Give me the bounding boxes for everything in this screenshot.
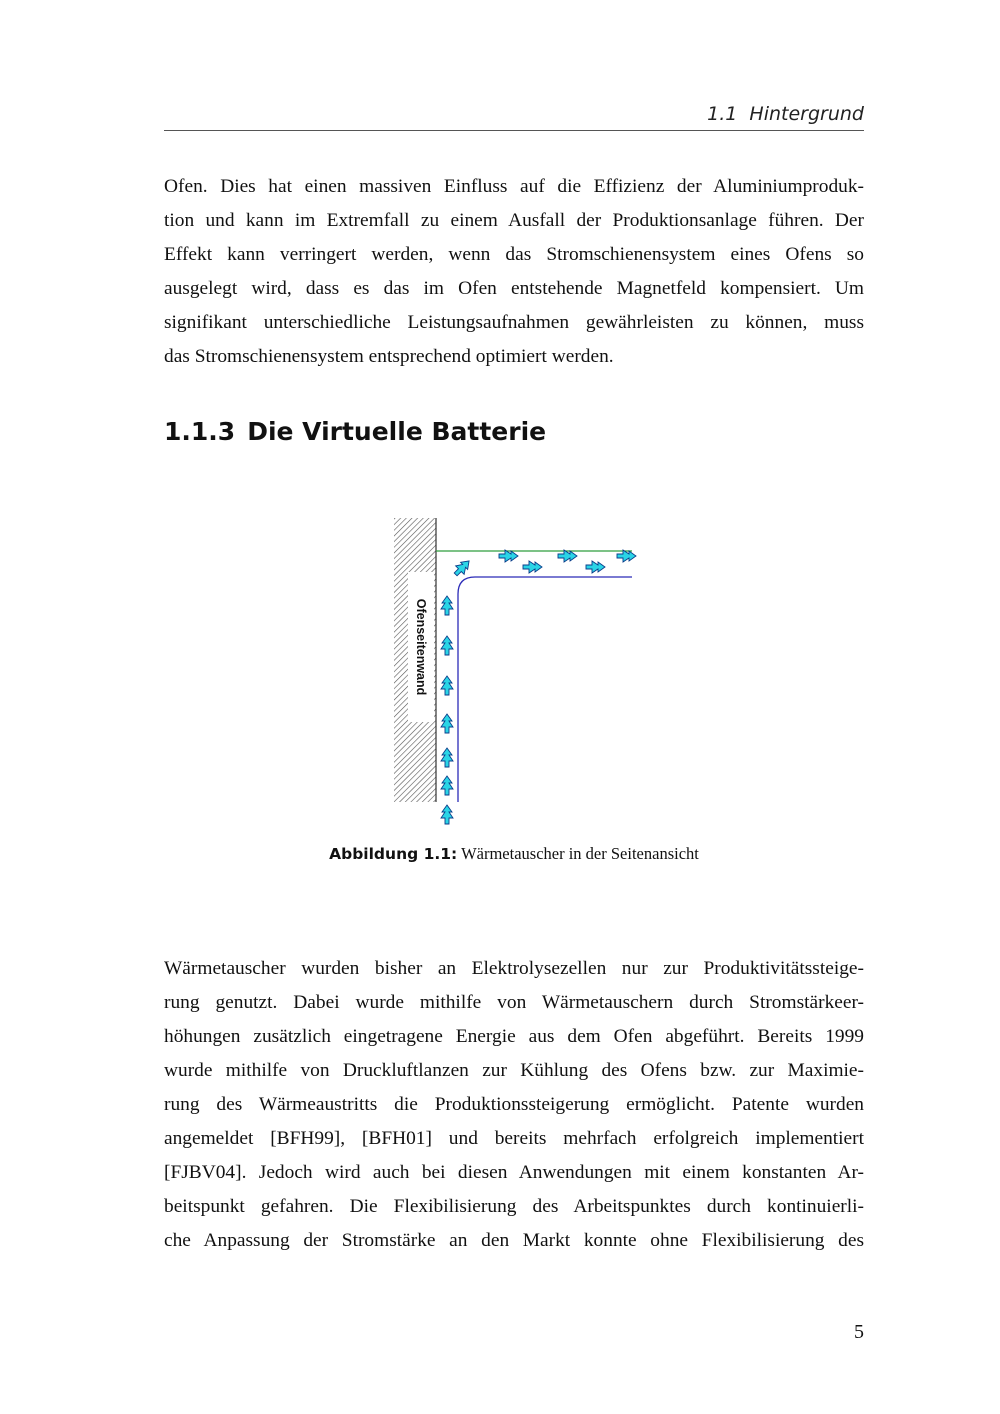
paragraph-line: beitspunkt gefahren. Die Flexibilisierung des Arbeitspunktes durch kontinuierli- xyxy=(164,1196,864,1217)
flow-arrow-up xyxy=(441,596,453,615)
paragraph-line: rung des Wärmeaustritts die Produktionssteigerung ermöglicht. Patente wurden xyxy=(164,1094,864,1115)
header-section-title: Hintergrund xyxy=(749,103,864,125)
paragraph-line: tion und kann im Extremfall zu einem Ausfall der Produktionsanlage führen. Der xyxy=(164,210,864,231)
flow-arrow-up xyxy=(441,676,453,695)
paragraph-line: höhungen zusätzlich eingetragene Energie aus dem Ofen abgeführt. Bereits 1999 xyxy=(164,1026,864,1047)
paragraph-line: Wärmetauscher wurden bisher an Elektrolysezellen nur zur Produktivitätssteige- xyxy=(164,958,864,979)
paragraph-line: angemeldet [BFH99], [BFH01] und bereits mehrfach erfolgreich implementiert xyxy=(164,1128,864,1149)
paragraph-line: rung genutzt. Dabei wurde mithilfe von Wärmetauschern durch Stromstärkeer- xyxy=(164,992,864,1013)
paragraph-2 xyxy=(164,952,864,1258)
paragraph-line: signifikant unterschiedliche Leistungsaufnahmen gewährleisten zu können, muss xyxy=(164,312,864,333)
flow-arrow-up xyxy=(441,776,453,795)
paragraph-line: wurde mithilfe von Druckluftlanzen zur Kühlung des Ofens bzw. zur Maximie- xyxy=(164,1060,864,1081)
paragraph-line: ausgelegt wird, dass es das im Ofen entstehende Magnetfeld kompensiert. Um xyxy=(164,278,864,299)
figure-heat-exchanger xyxy=(380,510,650,830)
paragraph-1 xyxy=(164,170,864,374)
paragraph-line: Ofen. Dies hat einen massiven Einfluss auf die Effizienz der Aluminiumproduk- xyxy=(164,176,864,197)
inner-channel-line xyxy=(458,577,632,802)
flow-arrow-right xyxy=(586,561,605,573)
flow-arrow-right xyxy=(499,550,518,562)
paragraph-line: che Anpassung der Stromstärke an den Markt konnte ohne Flexibilisierung des xyxy=(164,1230,864,1251)
section-number: 1.1.3 xyxy=(164,417,236,446)
wall-label: Ofenseitenwand xyxy=(414,598,428,696)
caption-text: Wärmetauscher in der Seitenansicht xyxy=(461,844,699,863)
flow-arrow-up xyxy=(441,805,453,824)
figure-caption xyxy=(164,842,864,866)
flow-arrow-up xyxy=(441,636,453,655)
paragraph-line: [FJBV04]. Jedoch wird auch bei diesen Anwendungen mit einem konstanten Ar- xyxy=(164,1162,864,1183)
upward-flow-arrows xyxy=(441,557,473,824)
flow-arrow-right xyxy=(617,550,636,562)
running-header xyxy=(164,100,864,131)
section-heading xyxy=(164,412,546,452)
horizontal-flow-arrows xyxy=(499,550,636,573)
flow-arrow-right xyxy=(523,561,542,573)
page-number: 5 xyxy=(854,1321,864,1343)
flow-arrow-corner xyxy=(451,557,473,579)
flow-arrow-up xyxy=(441,748,453,767)
paragraph-line: Effekt kann verringert werden, wenn das Stromschienensystem eines Ofens so xyxy=(164,244,864,265)
flow-arrow-right xyxy=(558,550,577,562)
section-title: Die Virtuelle Batterie xyxy=(247,417,547,446)
heat-exchanger-diagram xyxy=(380,510,650,830)
header-section-number: 1.1 xyxy=(707,103,738,125)
paragraph-line: das Stromschienensystem entsprechend optimiert werden. xyxy=(164,346,614,367)
flow-arrow-up xyxy=(441,714,453,733)
caption-label: Abbildung 1.1: xyxy=(329,845,458,863)
